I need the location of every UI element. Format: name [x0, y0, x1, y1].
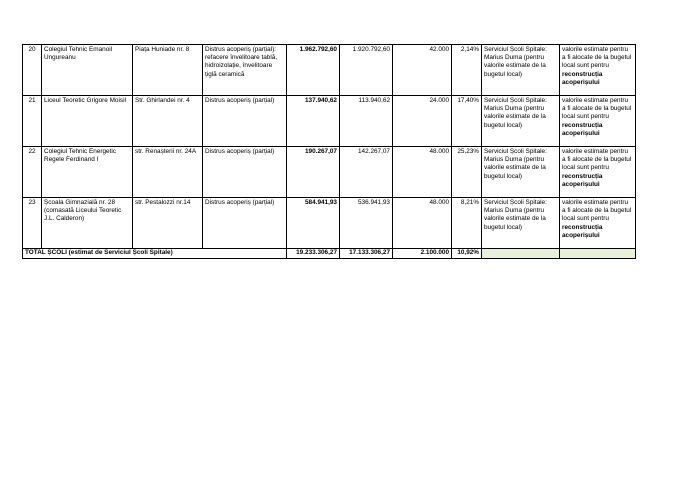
allocation-note-text: valorile estimate pentru a fi alocate de la bugetul local sunt pentru	[562, 46, 632, 70]
other-value: 113.940,62	[340, 96, 393, 147]
local-budget-value: 48.000	[393, 147, 452, 198]
total-sum-value: 19.233.306,27	[287, 249, 340, 259]
percent-value: 8,21%	[452, 198, 482, 249]
school-name: Liceul Teoretic Grigore Moisil	[42, 96, 133, 147]
total-empty-cell	[482, 249, 560, 259]
school-name: Colegiul Tehnic Emanoil Ungureanu	[42, 45, 133, 96]
school-address: Str. Ghirlandei nr. 4	[133, 96, 203, 147]
schools-table	[22, 44, 636, 259]
row-number: 23	[23, 198, 42, 249]
damage-description: Distrus acoperiș (parțial)	[203, 96, 287, 147]
allocation-note	[560, 96, 636, 147]
damage-description: Distrus acoperiș (parțial): refacere învelitoare tablă, hidroizolație, învelitoare țiglă ceramică	[203, 45, 287, 96]
total-percent-value: 10,92%	[452, 249, 482, 259]
percent-value: 25,23%	[452, 147, 482, 198]
local-budget-value: 24.000	[393, 96, 452, 147]
school-address: str. Pestalozzi nr.14	[133, 198, 203, 249]
total-value: 137.940,62	[287, 96, 340, 147]
school-name: Colegiul Tehnic Energetic Regele Ferdinand I	[42, 147, 133, 198]
source-note: Serviciul Școli Spitale: Marius Duma (pentru valorile estimate de la bugetul local)	[482, 96, 560, 147]
source-note: Serviciul Școli Spitale: Marius Duma (pentru valorile estimate de la bugetul local)	[482, 198, 560, 249]
total-local-budget-value: 2.100.000	[393, 249, 452, 259]
allocation-note	[560, 198, 636, 249]
school-name: Școala Gimnazială nr. 28 (comasată Liceului Teoretic J.L. Calderon)	[42, 198, 133, 249]
allocation-note-text: valorile estimate pentru a fi alocate de la bugetul local sunt pentru	[562, 148, 632, 172]
row-number: 22	[23, 147, 42, 198]
row-number: 20	[23, 45, 42, 96]
total-value: 584.941,93	[287, 198, 340, 249]
allocation-note-text: valorile estimate pentru a fi alocate de la bugetul local sunt pentru	[562, 199, 632, 223]
other-value: 142.267,07	[340, 147, 393, 198]
table-row	[23, 147, 636, 198]
allocation-note	[560, 45, 636, 96]
allocation-note-bold: reconstrucția acoperișului	[562, 121, 603, 137]
school-address: Piața Huniade nr. 8	[133, 45, 203, 96]
allocation-note-bold: reconstrucția acoperișului	[562, 172, 603, 188]
total-value: 190.267,07	[287, 147, 340, 198]
total-other-value: 17.133.306,27	[340, 249, 393, 259]
total-value: 1.962.792,60	[287, 45, 340, 96]
local-budget-value: 42.000	[393, 45, 452, 96]
total-row	[23, 249, 636, 259]
damage-description: Distrus acoperiș (parțial)	[203, 198, 287, 249]
other-value: 1.920.792,60	[340, 45, 393, 96]
other-value: 536.941,93	[340, 198, 393, 249]
percent-value: 2,14%	[452, 45, 482, 96]
allocation-note	[560, 147, 636, 198]
percent-value: 17,40%	[452, 96, 482, 147]
total-empty-cell	[560, 249, 636, 259]
damage-description: Distrus acoperiș (parțial)	[203, 147, 287, 198]
table-row	[23, 198, 636, 249]
allocation-note-bold: reconstrucția acoperișului	[562, 223, 603, 239]
table-row	[23, 96, 636, 147]
school-address: str. Renașterii nr. 24A	[133, 147, 203, 198]
row-number: 21	[23, 96, 42, 147]
source-note: Serviciul Școli Spitale: Marius Duma (pentru valorile estimate de la bugetul local)	[482, 147, 560, 198]
allocation-note-text: valorile estimate pentru a fi alocate de la bugetul local sunt pentru	[562, 97, 632, 121]
allocation-note-bold: reconstrucția acoperișului	[562, 70, 603, 86]
source-note: Serviciul Școli Spitale: Marius Duma (pentru valorile estimate de la bugetul local)	[482, 45, 560, 96]
total-label: TOTAL ȘCOLI (estimat de Serviciul Școli Spitale)	[23, 249, 287, 259]
local-budget-value: 48.000	[393, 198, 452, 249]
table-row	[23, 45, 636, 96]
